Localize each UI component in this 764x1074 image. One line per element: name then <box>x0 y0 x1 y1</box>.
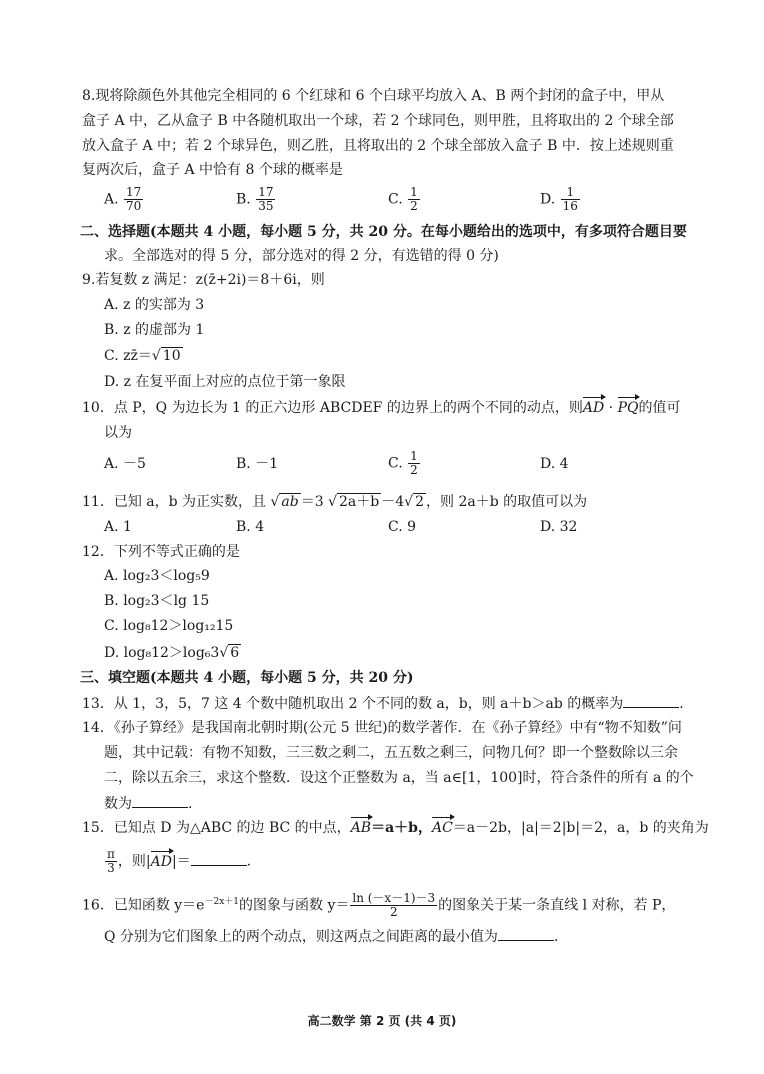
answer-blank[interactable] <box>191 851 247 866</box>
q16-line-2 <box>104 926 558 947</box>
q15-line-1 <box>82 818 709 838</box>
q11-option-c: C. 9 <box>388 519 417 535</box>
stem-text: 16．已知函数 y＝e <box>82 897 205 914</box>
period: . <box>679 696 684 712</box>
q11-option-a: A. 1 <box>104 519 132 535</box>
exponent: －2x＋1 <box>204 897 239 907</box>
stem-text: 的值可 <box>638 400 681 416</box>
option-text: C. zz̄＝ <box>104 348 152 364</box>
stem-text: 数为 <box>104 796 132 812</box>
stem-text: 11．已知 a，b 为正实数，且 <box>82 494 267 510</box>
section-2-header <box>80 222 687 242</box>
q8-line-2: 盒子 A 中，乙从盒子 B 中各随机取出一个球，若 2 个球同色，则甲胜，且将取出的 2 个球全部 <box>82 113 674 129</box>
fraction: $\frac{1}{16}$ <box>562 185 578 213</box>
q9-option-a: A. z 的实部为 3 <box>104 297 205 313</box>
q9-stem: 9.若复数 z 满足：z(z̄+2i)＝8＋6i，则 <box>82 272 325 288</box>
q12-option-b: B. log₂3＜lg 15 <box>104 593 210 609</box>
dot: · <box>604 400 618 416</box>
period: . <box>553 929 559 945</box>
q10-option-c <box>388 450 421 477</box>
vector-ac: AC <box>431 820 453 836</box>
vector-pq: PQ <box>617 400 639 416</box>
sqrt: √ 10 <box>151 348 181 364</box>
vector-ab: AB <box>350 820 372 836</box>
fraction: $\frac{17}{70}$ <box>126 185 142 213</box>
vector-ad: AD <box>582 400 605 416</box>
fraction: $\frac{17}{35}$ <box>258 185 274 213</box>
q9-option-d: D. z 在复平面上对应的点位于第一象限 <box>104 374 346 390</box>
q14-line-2: 题，其中记载：有物不知数，三三数之剩二，五五数之剩三，问物几何？即一个整数除以三余 <box>104 745 678 761</box>
option-label: B. <box>236 191 251 208</box>
period: . <box>246 853 252 870</box>
q10-stem <box>82 398 680 418</box>
q10-line-2: 以为 <box>104 425 132 441</box>
option-label: A. <box>104 191 119 208</box>
q14-line-3: 二，除以五余三，求这个整数．设这个正整数为 a，当 a∈[1，100]时，符合条件的所有 a 的个 <box>104 770 694 786</box>
q14-line-1: 14．《孙子算经》是我国南北朝时期(公元 5 世纪)的数学著作．在《孙子算经》中有“物不知数”问 <box>82 720 682 736</box>
q8-option-c <box>388 186 421 213</box>
section-2-line-2: 求。全部选对的得 5 分，部分选对的得 2 分，有选错的得 0 分) <box>104 248 499 264</box>
stem-text: 的图象与函数 y＝ <box>239 897 350 914</box>
page-footer: 高二数学 第 2 页 (共 4 页) <box>307 1014 457 1028</box>
answer-blank[interactable] <box>132 793 188 808</box>
answer-blank[interactable] <box>623 693 679 708</box>
fraction-ln: $\frac{\ln (-x-1)-3}{2}$ <box>352 891 436 920</box>
option-label: D. <box>540 191 556 208</box>
fraction: $\frac{1}{2}$ <box>410 185 418 213</box>
q8-option-d <box>540 186 581 213</box>
stem-text: Q 分别为它们图象上的两个动点，则这两点之间距离的最小值为 <box>104 929 498 945</box>
section-3-header: 三、填空题(本题共 4 小题，每小题 5 分，共 20 分) <box>80 670 414 686</box>
q10-option-b: B. －1 <box>236 456 279 472</box>
q11-stem <box>82 492 587 512</box>
stem-text: |＝ <box>171 853 191 870</box>
stem-text: ＝a＋b， <box>371 820 432 836</box>
period: . <box>188 796 193 812</box>
q11-option-d: D. 32 <box>540 519 578 535</box>
q12-option-c: C. log₈12＞log₁₂15 <box>104 618 234 634</box>
option-text: D. log₈12＞log₆3 <box>104 645 220 661</box>
stem-text: ，则| <box>117 853 151 870</box>
q8-line-3: 放入盒子 A 中；若 2 个球异色，则乙胜，且将取出的 2 个球全部放入盒子 B 中．按上述规则重 <box>82 138 674 154</box>
stem-text: 10．点 P，Q 为边长为 1 的正六边形 ABCDEF 的边界上的两个不同的动点，则 <box>82 400 583 416</box>
vector-ad: AD <box>150 853 172 870</box>
q8-option-b <box>236 186 276 213</box>
sqrt: √ 6 <box>219 645 240 661</box>
q8-line-4: 复两次后，盒子 A 中恰有 8 个球的概率是 <box>82 162 343 178</box>
q12-option-a: A. log₂3＜log₅9 <box>104 568 210 584</box>
answer-blank[interactable] <box>498 926 554 941</box>
q9-option-b: B. z 的虚部为 1 <box>104 322 205 338</box>
stem-text: ＝a－2b，|a|＝2|b|＝2，a，b 的夹角为 <box>452 820 709 836</box>
q10-option-a: A. －5 <box>104 456 146 472</box>
fraction: $\frac{1}{2}$ <box>410 449 418 477</box>
sqrt: √ 2a＋b <box>328 494 380 510</box>
q12-option-d <box>104 643 241 663</box>
sqrt: √ ab <box>270 494 299 510</box>
option-label: C. <box>388 455 403 472</box>
q14-line-4 <box>104 793 192 814</box>
q10-option-d: D. 4 <box>540 456 569 472</box>
option-label: C. <box>388 191 403 208</box>
stem-text: ，则 2a＋b 的取值可以为 <box>426 494 588 510</box>
sqrt: √ 2 <box>404 494 424 510</box>
q8-line-1: 8.现将除颜色外其他完全相同的 6 个红球和 6 个白球平均放入 A、B 两个封闭的盒子中，甲从 <box>82 88 665 104</box>
q15-line-2 <box>104 848 251 875</box>
q11-option-b: B. 4 <box>236 519 265 535</box>
fraction-pi-over-3: $\frac{\pi}{3}$ <box>107 847 115 875</box>
stem-text: 的图象关于某一条直线 l 对称，若 P， <box>438 897 676 914</box>
stem-text: 15．已知点 D 为△ABC 的边 BC 的中点， <box>82 820 351 836</box>
q12-stem: 12．下列不等式正确的是 <box>82 544 240 560</box>
q13-stem <box>82 693 684 714</box>
stem-text: 13．从 1，3，5，7 这 4 个数中随机取出 2 个不同的数 a，b，则 a＋b＞ab 的概率为 <box>82 696 624 712</box>
stem-text: －4 <box>381 494 405 510</box>
q9-option-c <box>104 346 183 366</box>
section-2-line-1: 二、选择题(本题共 4 小题，每小题 5 分，共 20 分。在每小题给出的选项中，有多项符合题目要 <box>80 224 687 240</box>
q16-line-1 <box>82 892 675 919</box>
q8-option-a <box>104 186 144 213</box>
stem-text: ＝3 <box>300 494 324 510</box>
